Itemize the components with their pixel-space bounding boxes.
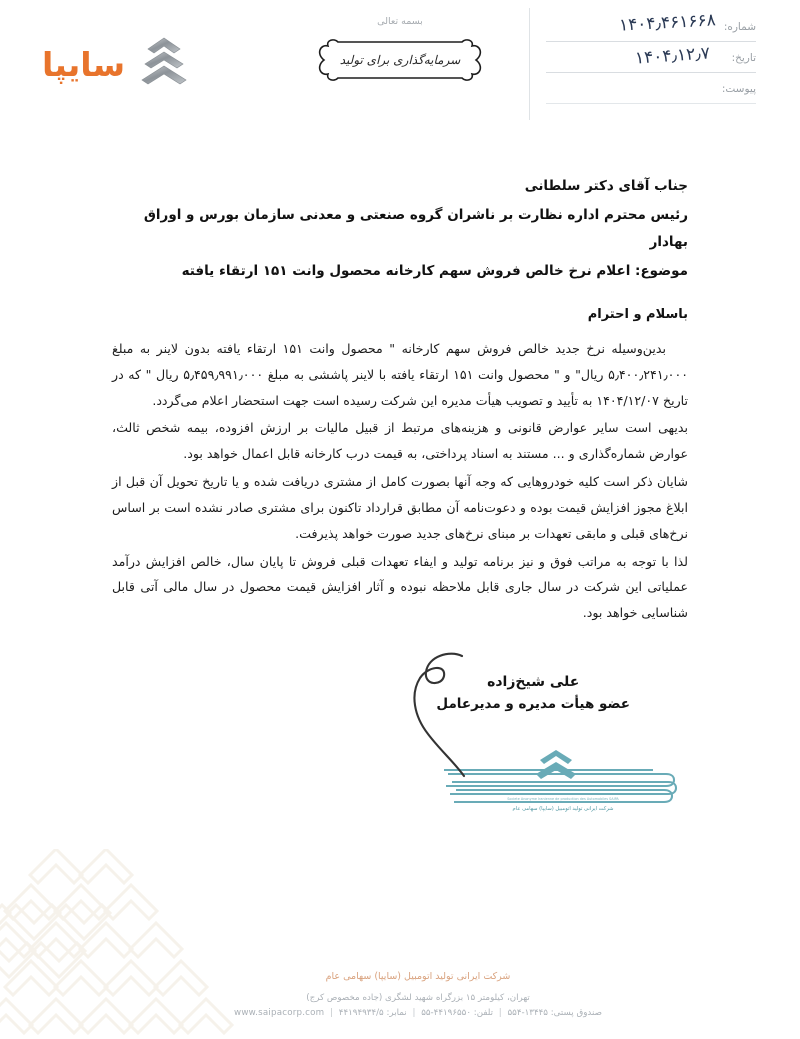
letterhead (0, 0, 800, 125)
body-paragraph-4: لذا با توجه به مراتب فوق و نیز برنامه تولید و ایفاء تعهدات قبلی فروش تا پایان سال، خالص افزایش درآمد عملیاتی این شرکت در سال جاری قابل ملاحظه نبوده و آثار افزایش قیمت محصول در سال مالی آتی قابل شناسایی خواهد بود. (112, 553, 688, 621)
saipa-logo (42, 36, 195, 92)
letter-number-value: ۱۴۰۴٫۴۶۱۶۶۸ (618, 10, 717, 36)
addressee-name: جناب آقای دکتر سلطانی (524, 178, 688, 194)
letter-meta-block (546, 10, 756, 107)
footer-contact-line (36, 1006, 800, 1021)
letter-date-value: ۱۴۰۴٫۱۲٫۷ (634, 43, 711, 69)
footer-fax-value: ۴۴۱۹۴۹۳۴/۵ (338, 1007, 384, 1018)
salutation: باسلام و احترام (587, 307, 688, 322)
signature-block (436, 672, 630, 715)
footer-company-name: شرکت ایرانی تولید اتومبیل (سایپا) سهامی عام (325, 970, 511, 982)
stamp-text-fa: شرکت ایرانی تولید اتومبیل (سایپا) سهامی عام (512, 806, 614, 812)
letter-footer (0, 971, 800, 1021)
saipa-chevron-emblem-icon (133, 36, 195, 92)
cartouche-label: سرمایه‌گذاری برای تولید (339, 53, 461, 67)
footer-phone-value: ۴۴۱۹۶۵۵۰-۵۵ (421, 1007, 472, 1018)
letter-date-row (546, 45, 756, 73)
footer-pobox-value: ۱۳۴۴۵-۵۵۴ (507, 1007, 548, 1018)
signer-name: علی شیخ‌زاده (487, 674, 580, 690)
company-stamp (438, 744, 688, 814)
addressee-block (112, 173, 688, 285)
basmala-text: بسمه تعالی (377, 16, 423, 27)
footer-separator-1: | (498, 1007, 502, 1018)
letter-number-label: شماره: (723, 21, 756, 33)
calligraphy-cartouche (310, 37, 490, 83)
header-divider (529, 8, 530, 120)
footer-website[interactable]: www.saipacorp.com (234, 1007, 325, 1018)
footer-separator-3: | (330, 1007, 334, 1018)
letter-attachment-label: پیوست: (721, 83, 756, 95)
center-emblem (280, 16, 520, 83)
letter-subject: موضوع: اعلام نرخ خالص فروش سهم کارخانه محصول وانت ۱۵۱ ارتقاء یافته (181, 263, 688, 279)
footer-phone-label: تلفن: (473, 1007, 494, 1018)
letter-date-label: تاریخ: (731, 52, 756, 64)
footer-separator-2: | (412, 1007, 416, 1018)
letter-attachment-row (546, 76, 756, 104)
footer-address: تهران، کیلومتر ۱۵ بزرگراه شهید لشگری (جاده مخصوص کرج) (306, 992, 530, 1003)
addressee-role: رئیس محترم اداره نظارت بر ناشران گروه صنعتی و معدنی سازمان بورس و اوراق بهادار (143, 207, 688, 250)
signer-title: عضو هیأت مدیره و مدیرعامل (436, 695, 630, 712)
footer-pobox-label: صندوق پستی: (550, 1007, 602, 1018)
letter-body (0, 125, 800, 626)
body-paragraph-2: بدیهی است سایر عوارض قانونی و هزینه‌های مرتبط از قبیل مالیات بر ارزش افزوده، بیمه شخص ثالث، عوارض شماره‌گذاری و ... مستند به اسناد پرداختی، به قیمت درب کارخانه قابل اعمال خواهد بود. (112, 420, 688, 462)
saipa-wordmark: سایپا (42, 44, 126, 84)
footer-fax-label: نمابر: (386, 1007, 407, 1018)
body-paragraph-1: بدین‌وسیله نرخ جدید خالص فروش سهم کارخانه " محصول وانت ۱۵۱ ارتقاء یافته بدون لاینر به مبلغ ۵٫۴۰۰٫۲۴۱٫۰۰۰ ریال" و " محصول وانت ۱۵۱ ارتقاء یافته با لاینر پاششی به مبلغ ۵٫۴۵۹٫۹۹۱٫۰۰۰ ریال " که در تاریخ ۱۴۰۴/۱۲/۰۷ به تأیید و تصویب هیأت مدیره این شرکت رسیده است جهت استحضار اعلام می‌گردد. (112, 341, 688, 408)
stamp-text-fr: Societe Anonyme Iranienne de production des Automobiles SAIPA (507, 797, 619, 801)
body-paragraph-3: شایان ذکر است کلیه خودروهایی که وجه آنها بصورت کامل از مشتری دریافت شده و یا تاریخ تحویل آن قبل از ابلاغ مجوز افزایش قیمت بوده و دعوت‌نامه آن مطابق قرارداد تاکنون برای مشتری صادر نشده است بر اساس نرخ‌های قبلی و مابقی تعهدات بر مبنای نرخ‌های جدید صورت خواهد پذیرفت. (112, 474, 688, 541)
letter-number-row (546, 10, 756, 42)
